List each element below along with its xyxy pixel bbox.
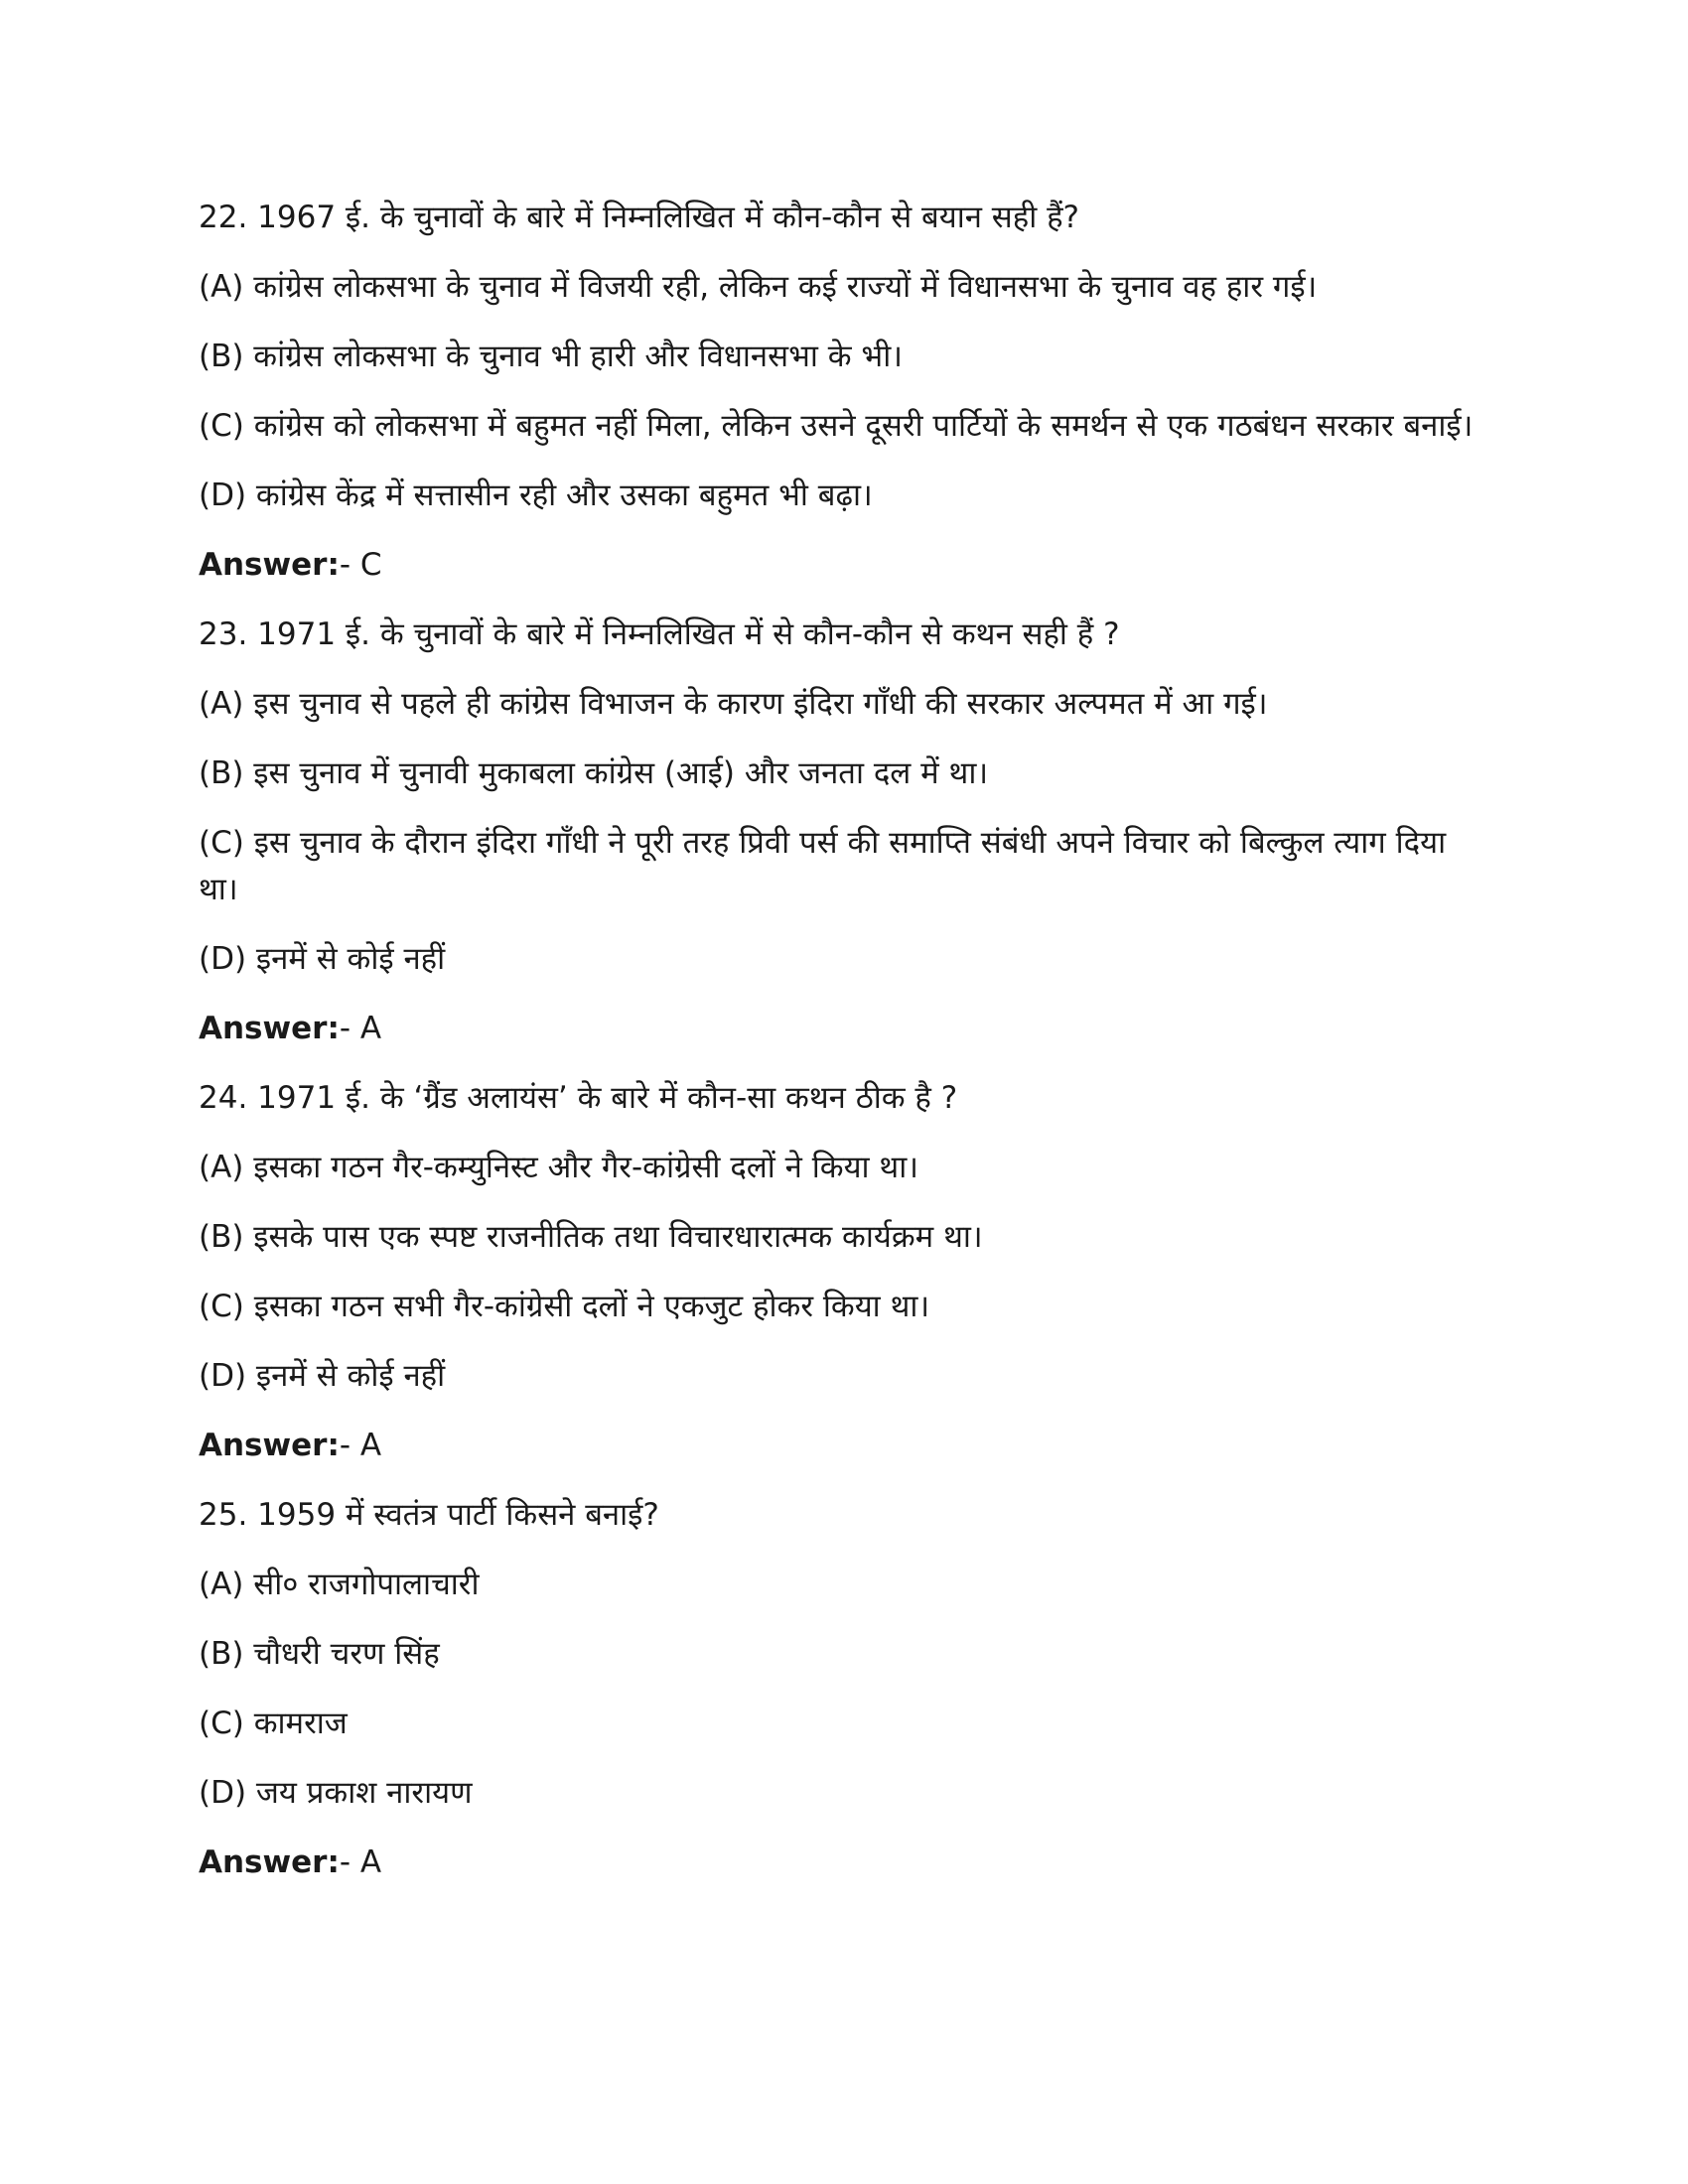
option-b: (B) चौधरी चरण सिंह (199, 1636, 440, 1672)
option-b: (B) कांग्रेस लोकसभा के चुनाव भी हारी और विधानसभा के भी। (199, 339, 903, 374)
answer (199, 1006, 1489, 1052)
option-c: (C) कांग्रेस को लोकसभा में बहुमत नहीं मिला, लेकिन उसने दूसरी पार्टियों के समर्थन से एक गठबंधन सरकार बनाई। (199, 408, 1474, 444)
answer-label: Answer: (199, 1428, 340, 1463)
answer-value: - A (339, 1428, 382, 1463)
question-24 (199, 1075, 1489, 1469)
question-text: 24. 1971 ई. के ‘ग्रैंड अलायंस’ के बारे में कौन-सा कथन ठीक है ? (199, 1080, 958, 1116)
document-page (199, 195, 1489, 1909)
option-c: (C) कामराज (199, 1706, 348, 1741)
option-b: (B) इस चुनाव में चुनावी मुकाबला कांग्रेस (आई) और जनता दल में था। (199, 755, 989, 791)
option-a: (A) कांग्रेस लोकसभा के चुनाव में विजयी रही, लेकिन कई राज्यों में विधानसभा के चुनाव वह हार गई। (199, 269, 1318, 305)
answer-value: - A (339, 1011, 382, 1046)
option-a: (A) इस चुनाव से पहले ही कांग्रेस विभाजन के कारण इंदिरा गाँधी की सरकार अल्पमत में आ गई। (199, 686, 1268, 722)
question-23 (199, 612, 1489, 1052)
question-text: 25. 1959 में स्वतंत्र पार्टी किसने बनाई? (199, 1497, 659, 1533)
answer (199, 1423, 1489, 1469)
question-text: 23. 1971 ई. के चुनावों के बारे में निम्नलिखित में से कौन-कौन से कथन सही हैं ? (199, 616, 1120, 652)
answer (199, 1840, 1489, 1886)
question-25 (199, 1492, 1489, 1886)
answer-label: Answer: (199, 1011, 340, 1046)
question-text: 22. 1967 ई. के चुनावों के बारे में निम्नलिखित में कौन-कौन से बयान सही हैं? (199, 200, 1079, 235)
answer (199, 542, 1489, 589)
answer-label: Answer: (199, 547, 340, 583)
answer-value: - C (339, 547, 382, 583)
option-d: (D) इनमें से कोई नहीं (199, 1358, 446, 1394)
option-a: (A) इसका गठन गैर-कम्युनिस्ट और गैर-कांग्रेसी दलों ने किया था। (199, 1150, 919, 1185)
option-d: (D) इनमें से कोई नहीं (199, 941, 446, 977)
option-d: (D) कांग्रेस केंद्र में सत्तासीन रही और उसका बहुमत भी बढ़ा। (199, 478, 873, 513)
option-c: (C) इस चुनाव के दौरान इंदिरा गाँधी ने पूरी तरह प्रिवी पर्स की समाप्ति संबंधी अपने विचार को बिल्कुल त्याग दिया था। (199, 825, 1447, 907)
option-a: (A) सी० राजगोपालाचारी (199, 1567, 480, 1602)
option-c: (C) इसका गठन सभी गैर-कांग्रेसी दलों ने एकजुट होकर किया था। (199, 1289, 930, 1324)
option-b: (B) इसके पास एक स्पष्ट राजनीतिक तथा विचारधारात्मक कार्यक्रम था। (199, 1219, 983, 1255)
option-d: (D) जय प्रकाश नारायण (199, 1775, 473, 1811)
answer-label: Answer: (199, 1844, 340, 1880)
question-22 (199, 195, 1489, 589)
answer-value: - A (339, 1844, 382, 1880)
